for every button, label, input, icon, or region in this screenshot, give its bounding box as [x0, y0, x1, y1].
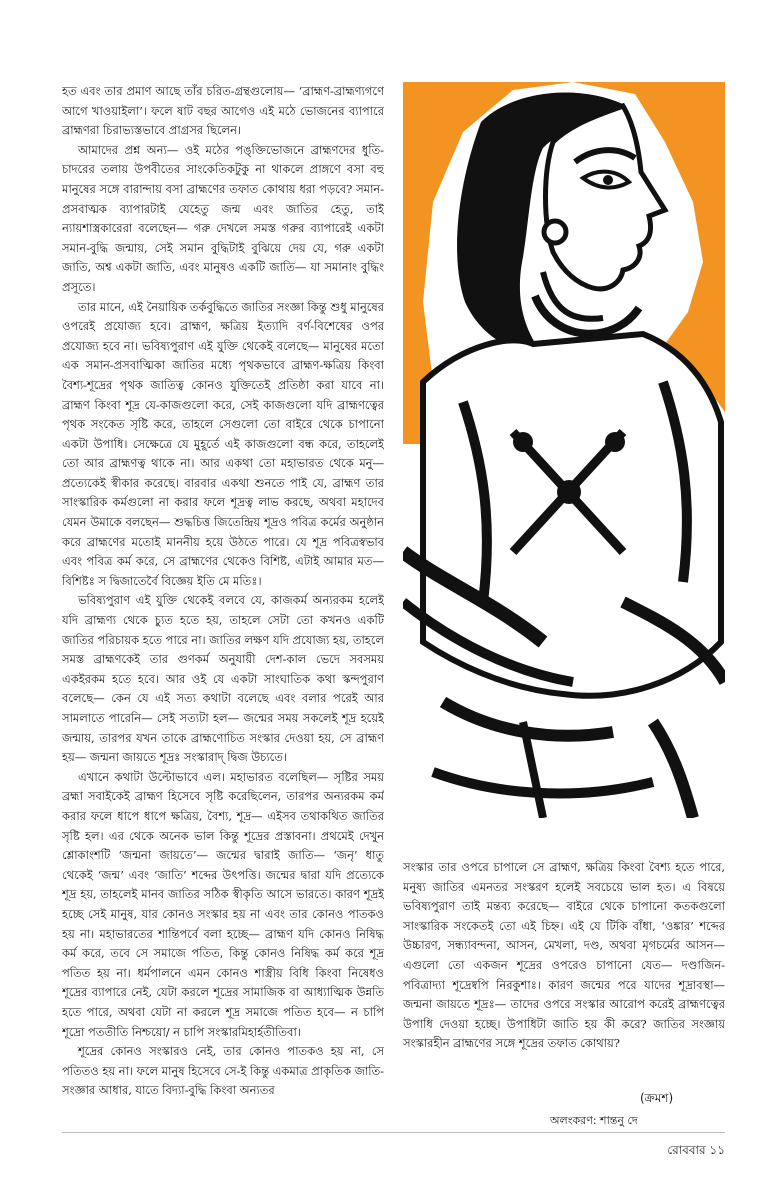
article-paragraph: এখানে কথাটা উল্টোভাবে এল। মহাভারত বলেছিল— সৃষ্টির সময় ব্রহ্মা সবাইকেই ব্রাহ্মণ হিসেবে সৃষ্টি করেছিলেন, তারপর অন্যরকম কর্ম করার ফলে ধাপে ধাপে ক্ষত্রিয়, বৈশ্য, শূদ্র— এইসব তথাকথিত জাতির সৃষ্টি হল। এর থেকে অনেক ভাল কিন্তু শূদ্রের প্রস্তাবনা। প্রথমেই দেখুন শ্লোকাংশটি ‘জন্মনা জায়তে’— জন্মের দ্বারাই জাতি— ‘জনৃ’ ধাতু থেকেই ‘জন্ম’ এবং ‘জাতি’ শব্দের উৎপত্তি। জন্মের দ্বারা যদি প্রত্যেকে শূদ্র হয়, তাহলেই মানব জাতির সঠিক স্বীকৃতি আসে ভারতে। কারণ শূদ্রই হচ্ছে সেই মানুষ, যার কোনও সংস্কার হয় না এবং তার কোনও পাতকও হয় না। মহাভারতের শান্তিপর্বে বলা হচ্ছে— ব্রাহ্মণ যদি কোনও নিষিদ্ধ কর্ম করে, তবে সে সমাজে পতিত, কিন্তু কোনও নিষিদ্ধ কর্ম করে শূদ্র পতিত হয় না। ধর্মপালনে এমন কোনও শাস্ত্রীয় বিধি কিংবা নিষেধও শূদ্রের ব্যাপারে নেই, যেটা করলে শূদ্রের সামাজিক বা আধ্যাত্মিক উন্নতি হতে পারে, অথবা যেটা না করলে শূদ্র সমাজে পতিত হবে— ন চাপি শূদ্রো পততীতি নিশ্চয়ো/ ন চাপি সংস্কারমিহার্হতীতিবা।: [62, 769, 384, 1039]
article-paragraph: তার মানে, এই নৈয়ায়িক তর্কবুদ্ধিতে জাতির সংজ্ঞা কিন্তু শুধু মানুষের ওপরেই প্রযোজ্য হবে। ব্রাহ্মণ, ক্ষত্রিয় ইত্যাদি বর্ণ-বিশেষের ওপর প্রযোজ্য হবে না। ভবিষ্যপুরাণ এই যুক্তি থেকেই বলেছে— মানুষের মতো এক সমান-প্রসবাত্মিকা জাতির মধ্যে পৃথকভাবে ব্রাহ্মণ-ক্ষত্রিয় কিংবা বৈশ্য-শূদ্রের পৃথক জাতিত্ব কোনও যুক্তিতেই প্রতিষ্ঠা করা যাবে না। ব্রাহ্মণ কিংবা শূদ্র যে-কাজগুলো করে, সেই কাজগুলো যদি ব্রাহ্মণত্বের পৃথক সংকেত সৃষ্টি করে, তাহলে সেগুলো তো বাইরে থেকে চাপানো একটা উপাধি। সেক্ষেত্রে যে মুহূর্তে এই কাজগুলো বন্ধ করে, তাহলেই তো আর ব্রাহ্মণত্ব থাকে না। আর একথা তো মহাভারত থেকে মনু— প্রত্যেকেই স্বীকার করেছে। বারবার একথা শুনতে পাই যে, ব্রাহ্মণ তার সাংস্কারিক কর্মগুলো না করার ফলে শূদ্রত্ব লাভ করছে, অথবা মহাদেব যেমন উমাকে বলছেন— শুদ্ধচিত্ত জিতেন্দ্রিয় শূদ্রও পবিত্র কর্মের অনুষ্ঠান করে ব্রাহ্মণের মতোই মাননীয় হয়ে উঠতে পারে। যে শূদ্র পবিত্রস্বভাব এবং পবিত্র কর্ম করে, সে ব্রাহ্মণের থেকেও বিশিষ্ট, এটাই আমার মত— বিশিষ্টঃ স দ্বিজাতের্বৈ বিজ্ঞেয় ইতি মে মতিঃ।: [62, 299, 384, 588]
article-paragraph: সংস্কার তার ওপরে চাপালে সে ব্রাহ্মণ, ক্ষত্রিয় কিংবা বৈশ্য হতে পারে, মনুষ্য জাতির এমনতর সংস্করণ হলেই সবচেয়ে ভাল হত। এ বিষয়ে ভবিষ্যপুরাণ তাই মন্তব্য করেছে— বাইরে থেকে চাপানো কতকগুলো সাংস্কারিক সংকেতই তো এই চিহ্ন। এই যে টিকি বাঁধা, ‘ওঙ্কার’ শব্দের উচ্চারণ, সন্ধ্যাবন্দনা, আসন, মেখলা, দণ্ড, অথবা মৃগচর্মের আসন— এগুলো তো একজন শূদ্রের ওপরেও চাপানো যেত— দণ্ডাজিন-পবিত্রাদ্যা শূদ্রেষ্বপি নিরকুশাঃ। কারণ জন্মের পরে যাদের শূদ্রাবস্থা— জন্মনা জায়তে শূদ্রঃ— তাদের ওপরে সংস্কার আরোপ করেই ব্রাহ্মণত্বের উপাধি দেওয়া হচ্ছে। উপাধিটা জাতি হয় কী করে? জাতির সংজ্ঞায় সংস্কারহীন ব্রাহ্মণের সঙ্গে শূদ্রের তফাত কোথায়?: [403, 860, 725, 1051]
figure-illustration-icon: [403, 82, 725, 818]
article-paragraph: আমাদের প্রশ্ন অন্য— ওই মঠের পঙ্‌ক্তিভোজনে ব্রাহ্মণদের ধুতি-চাদরের তলায় উপবীতের সাংকেতিকটুকু না থাকলে প্রাঙ্গণে বসা বহু মানুষের সঙ্গে বারান্দায় বসা ব্রাহ্মণের তফাত কোথায় ধরা পড়বে? সমান-প্রসবাত্মক ব্যাপারটাই যেহেতু জন্ম এবং জাতির হেতু, তাই ন্যায়শাস্ত্রকারেরা বলেছেন— গরু দেখলে সমস্ত গরুর ব্যাপারেই একটা সমান-বুদ্ধি জন্মায়, সেই সমান বুদ্ধিটাই বুঝিয়ে দেয় যে, গরু একটা জাতি, অশ্ব একটা জাতি, এবং মানুষও একটি জাতি— যা সমানাং বুদ্ধিং প্রসূতে।: [62, 142, 384, 294]
page-folio: রোববার ১১: [667, 1143, 725, 1157]
article-paragraph: শূদ্রের কোনও সংস্কারও নেই, তার কোনও পাতকও হয় না, সে পতিতও হয় না। ফলে মানুষ হিসেবে সে-ই কিন্তু একমাত্র প্রাকৃতিক জাতি-সংজ্ঞার আধার, যাতে বিদ্যা-বুদ্ধি কিংবা অন্যতর: [62, 1044, 384, 1098]
article-paragraph: হত এবং তার প্রমাণ আছে তাঁর চরিত-গ্রন্থগুলোয়— ‘ব্রাহ্মণ-ব্রাহ্মণ্যগণে আগে খাওয়াইলা’। ফলে ষাট বছর আগেও এই মঠে ভোজনের ব্যাপারে ব্রাহ্মণরা চিরাভ্যস্তভাবে প্রাগ্রসর ছিলেন।: [62, 84, 384, 138]
footer-divider: [62, 1132, 725, 1133]
article-column-left: [62, 82, 384, 1142]
illustration-credit: অলংকরণ: শান্তনু দে: [550, 1114, 638, 1127]
continued-label: (ক্রমশ): [640, 1091, 674, 1105]
article-paragraph: ভবিষ্যপুরাণ এই যুক্তি থেকেই বলবে যে, কাজকর্ম অন্যরকম হলেই যদি ব্রাহ্মণ্য থেকে চ্যুত হতে হয়, তাহলে সেটা তো কখনও একটি জাতির পরিচায়ক হতে পারে না। জাতির লক্ষণ যদি প্রযোজ্য হয়, তাহলে সমস্ত ব্রাহ্মণকেই তার গুণকর্ম অনুযায়ী দেশ-কাল ভেদে সবসময় একইরকম হতে হবে। আর ওই যে একটা সাংঘাতিক কথা স্কন্দপুরাণ বলেছে— কেন যে এই সত্য কথাটা বলেছে এবং বলার পরেই আর সামলাতে পারেনি— সেই সত্যটা হল— জন্মের সময় সকলেই শূদ্র হয়েই জন্মায়, তারপর যখন তাকে ব্রাহ্মণোচিত সংস্কার দেওয়া হয়, সে ব্রাহ্মণ হয়— জন্মনা জায়তে শূদ্রঃ সংস্কারাদ্‌ দ্বিজ উচ্যতে।: [62, 593, 384, 765]
article-column-right: [403, 858, 725, 1088]
